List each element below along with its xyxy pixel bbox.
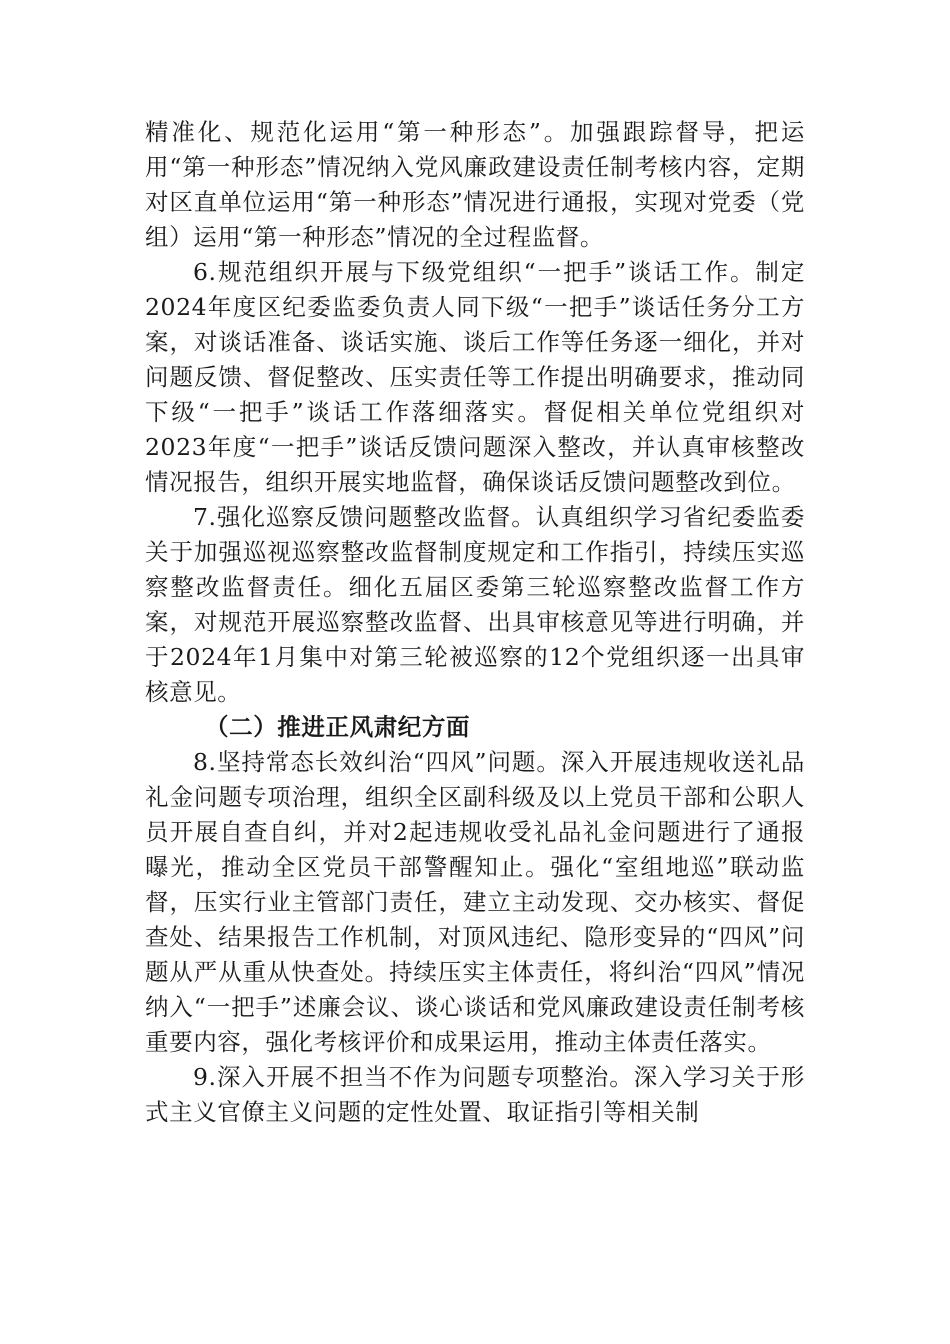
paragraph-item-9: 9.深入开展不担当不作为问题专项整治。深入学习关于形式主义官僚主义问题的定性处置、取证指引等相关制	[145, 1063, 805, 1126]
section-heading: （二）推进正风肃纪方面	[205, 713, 471, 741]
paragraph-item-8: 8.坚持常态长效纠治“四风”问题。深入开展违规收送礼品礼金问题专项治理，组织全区副科级及以上党员干部和公职人员开展自查自纠，并对2起违规收受礼品礼金问题进行了通报曝光，推动全区党员干部警醒知止。强化“室组地巡”联动监督，压实行业主管部门责任，建立主动发现、交办核实、督促查处、结果报告工作机制，对顶风违纪、隐形变异的“四风”问题从严从重从快查处。持续压实主体责任，将纠治“四风”情况纳入“一把手”述廉会议、谈心谈话和党风廉政建设责任制考核重要内容，强化考核评价和成果运用，推动主体责任落实。	[145, 748, 805, 1056]
document-page	[145, 115, 805, 1130]
paragraph-continuation: 精准化、规范化运用“第一种形态”。加强跟踪督导，把运用“第一种形态”情况纳入党风廉政建设责任制考核内容，定期对区直单位运用“第一种形态”情况进行通报，实现对党委（党组）运用“第一种形态”情况的全过程监督。	[145, 118, 805, 251]
paragraph-item-6: 6.规范组织开展与下级党组织“一把手”谈话工作。制定2024年度区纪委监委负责人同下级“一把手”谈话任务分工方案，对谈话准备、谈话实施、谈后工作等任务逐一细化，并对问题反馈、督促整改、压实责任等工作提出明确要求，推动同下级“一把手”谈话工作落细落实。督促相关单位党组织对2023年度“一把手”谈话反馈问题深入整改，并认真审核整改情况报告，组织开展实地监督，确保谈话反馈问题整改到位。	[145, 258, 805, 496]
paragraph-item-7: 7.强化巡察反馈问题整改监督。认真组织学习省纪委监委关于加强巡视巡察整改监督制度规定和工作指引，持续压实巡察整改监督责任。细化五届区委第三轮巡察整改监督工作方案，对规范开展巡察整改监督、出具审核意见等进行明确，并于2024年1月集中对第三轮被巡察的12个党组织逐一出具审核意见。	[145, 503, 805, 706]
